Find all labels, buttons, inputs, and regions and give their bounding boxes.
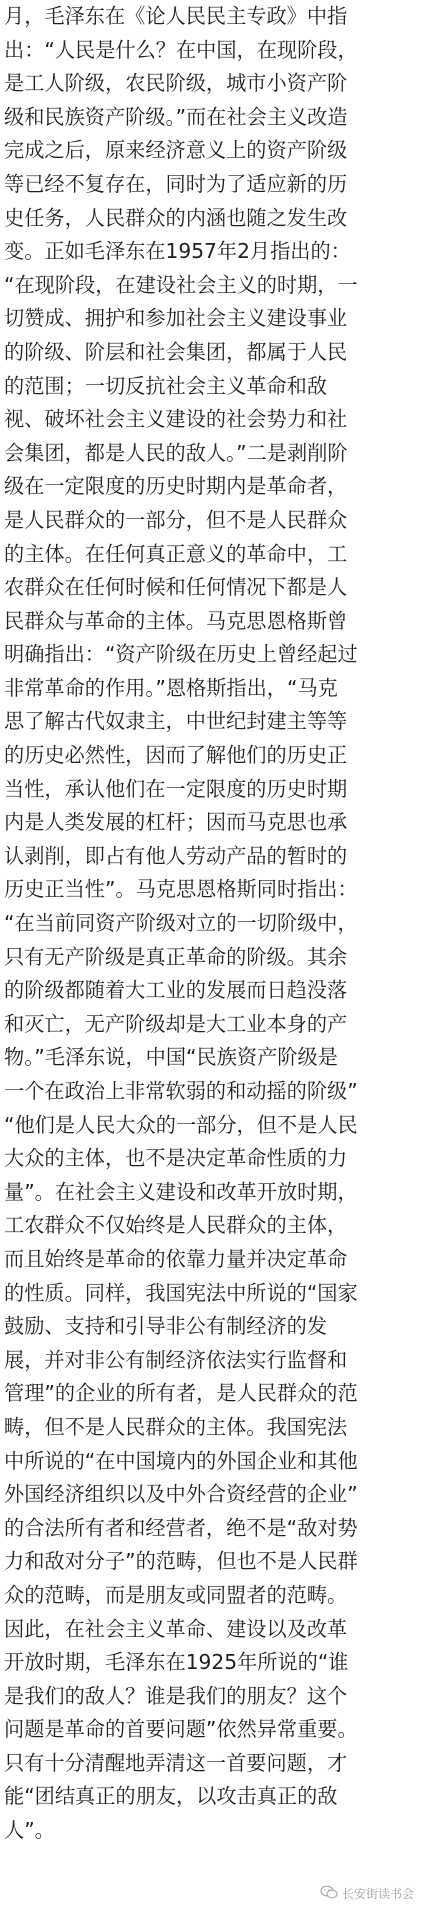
text-line: 切赞成、拥护和参加社会主义建设事业 (4, 306, 348, 331)
text-line: 历史正当性”。马克思恩格斯同时指出： (4, 877, 358, 902)
text-line: 非常革命的作用。”恩格斯指出，“马克 (4, 675, 338, 700)
text-line: 视、破坏社会主义建设的社会势力和社 (4, 407, 348, 432)
text-line: 的合法所有者和经营者，绝不是“敌对势 (4, 1515, 358, 1540)
text-line: 的阶级、阶层和社会集团，都属于人民 (4, 339, 348, 364)
text-line: 的历史必然性，因而了解他们的历史正 (4, 743, 348, 768)
text-line: 的范围；一切反抗社会主义革命和敌 (4, 373, 328, 398)
text-line: 民群众与革命的主体。马克思恩格斯曾 (4, 608, 348, 633)
text-line: 是工人阶级，农民阶级，城市小资产阶 (4, 71, 348, 96)
text-line: 只有十分清醒地弄清这一首要问题，才 (4, 1750, 348, 1775)
text-line: 的性质。同样，我国宪法中所说的“国家 (4, 1280, 358, 1305)
text-line: 的主体。在任何真正意义的革命中，工 (4, 541, 348, 566)
text-line: 级和民族资产阶级。”而在社会主义改造 (4, 104, 348, 129)
text-line: 管理”的企业的所有者，是人民群众的范 (4, 1381, 358, 1406)
text-line: 会集团，都是人民的敌人。”二是剥削阶 (4, 440, 348, 465)
text-line: 量”。在社会主义建设和改革开放时期， (4, 1179, 358, 1204)
text-line: 中所说的“在中国境内的外国企业和其他 (4, 1448, 358, 1473)
text-line: 只有无产阶级是真正革命的阶级。其余 (4, 944, 348, 969)
text-line: 农群众在任何时候和任何情况下都是人 (4, 575, 348, 600)
watermark (320, 1880, 414, 1906)
text-line: 当性，承认他们在一定限度的历史时期 (4, 776, 348, 801)
text-line: 内是人类发展的杠杆；因而马克思也承 (4, 810, 348, 835)
text-line: 思了解古代奴隶主，中世纪封建主等等 (4, 709, 348, 734)
text-line: 大众的主体，也不是决定革命性质的力 (4, 1146, 348, 1171)
text-line: 鼓励、支持和引导非公有制经济的发 (4, 1314, 328, 1339)
text-line: 力和敌对分子”的范畴，但也不是人民群 (4, 1549, 358, 1574)
text-line: 工农群众不仅始终是人民群众的主体， (4, 1213, 348, 1238)
article-body (4, 0, 420, 1848)
text-line: 明确指出：“资产阶级在历史上曾经起过 (4, 642, 358, 667)
text-line: 的阶级都随着大工业的发展而日趋没落 (4, 978, 348, 1003)
text-line: “在当前同资产阶级对立的一切阶级中， (4, 911, 358, 936)
text-line: 史任务，人民群众的内涵也随之发生改 (4, 205, 348, 230)
text-line: 变。正如毛泽东在1957年2月指出的： (4, 239, 351, 264)
wechat-icon (320, 1885, 338, 1902)
text-line: 和灭亡，无产阶级却是大工业本身的产 (4, 1011, 348, 1036)
text-line: 而且始终是革命的依靠力量并决定革命 (4, 1246, 348, 1271)
text-line: 开放时期，毛泽东在1925年所说的“谁 (4, 1650, 349, 1675)
text-line: 众的范畴，而是朋友或同盟者的范畴。 (4, 1582, 348, 1607)
text-line: 级在一定限度的历史时期内是革命者， (4, 474, 348, 499)
text-line: 因此，在社会主义革命、建设以及改革 (4, 1616, 348, 1641)
text-line: “他们是人民大众的一部分，但不是人民 (4, 1112, 358, 1137)
text-line: 外国经济组织以及中外合资经营的企业” (4, 1482, 358, 1507)
text-line: 问题是革命的首要问题”依然异常重要。 (4, 1717, 358, 1742)
text-line: 是我们的敌人？谁是我们的朋友？这个 (4, 1683, 348, 1708)
watermark-text: 长安街读书会 (341, 1886, 414, 1901)
text-line: 展，并对非公有制经济依法实行监督和 (4, 1347, 348, 1372)
text-line: 月，毛泽东在《论人民民主专政》中指 (4, 4, 348, 28)
text-line: 能“团结真正的朋友，以攻击真正的敌 (4, 1784, 338, 1809)
text-line: 等已经不复存在，同时为了适应新的历 (4, 171, 348, 196)
text-line: 是人民群众的一部分，但不是人民群众 (4, 507, 348, 532)
text-line: 出：“人民是什么？在中国，在现阶段， (4, 37, 358, 62)
text-line: 认剥削，即占有他人劳动产品的暂时的 (4, 843, 348, 868)
text-line: 完成之后，原来经济意义上的资产阶级 (4, 138, 348, 163)
text-line: 物。”毛泽东说，中国“民族资产阶级是 (4, 1045, 338, 1070)
text-line: 人”。 (4, 1818, 55, 1843)
text-line: 畴，但不是人民群众的主体。我国宪法 (4, 1414, 348, 1439)
text-line: 一个在政治上非常软弱的和动摇的阶级” (4, 1079, 358, 1103)
text-line: “在现阶段，在建设社会主义的时期，一 (4, 272, 358, 297)
